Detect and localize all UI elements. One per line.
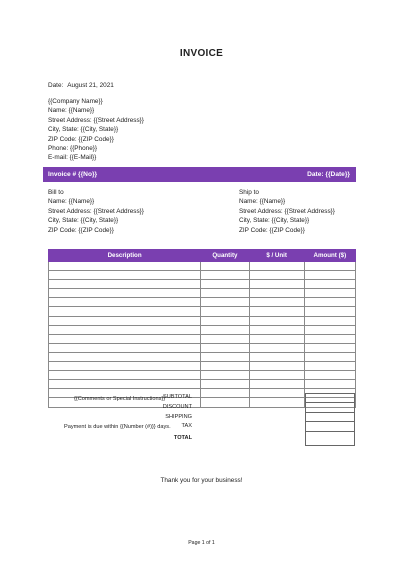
unit-price-cell[interactable] xyxy=(249,289,304,298)
ship-to-block xyxy=(239,188,335,235)
date-label: Date: xyxy=(48,82,64,89)
amount-cell[interactable] xyxy=(304,316,355,325)
amount-cell[interactable] xyxy=(304,280,355,289)
table-row xyxy=(49,352,356,361)
table-row xyxy=(49,334,356,343)
amount-cell[interactable] xyxy=(304,380,355,389)
quantity-cell[interactable] xyxy=(201,398,249,407)
quantity-cell[interactable] xyxy=(201,389,249,398)
amount-cell[interactable] xyxy=(304,352,355,361)
unit-price-cell[interactable] xyxy=(249,371,304,380)
invoice-number: Invoice # {{No}} xyxy=(48,171,98,178)
unit-price-cell[interactable] xyxy=(249,271,304,280)
table-row xyxy=(49,380,356,389)
quantity-cell[interactable] xyxy=(201,280,249,289)
unit-price-cell[interactable] xyxy=(249,316,304,325)
quantity-cell[interactable] xyxy=(201,316,249,325)
subtotal-label: SUBTOTAL xyxy=(162,394,192,400)
page-number: Page 1 of 1 xyxy=(188,540,215,546)
description-cell[interactable] xyxy=(49,380,201,389)
company-line: ZIP Code: {{ZIP Code}} xyxy=(48,135,114,143)
header-quantity: Quantity xyxy=(201,250,249,262)
total-label: TOTAL xyxy=(173,435,192,442)
quantity-cell[interactable] xyxy=(201,307,249,316)
bill-to-block xyxy=(48,188,144,235)
quantity-cell[interactable] xyxy=(201,271,249,280)
description-cell[interactable] xyxy=(49,316,201,325)
header-unit-price: $ / Unit xyxy=(249,250,304,262)
quantity-cell[interactable] xyxy=(201,371,249,380)
description-cell[interactable] xyxy=(49,271,201,280)
quantity-cell[interactable] xyxy=(201,334,249,343)
table-row xyxy=(49,362,356,371)
unit-price-cell[interactable] xyxy=(249,352,304,361)
bill-to-line: Bill to xyxy=(48,189,64,196)
table-row xyxy=(49,298,356,307)
quantity-cell[interactable] xyxy=(201,380,249,389)
company-line: Street Address: {{Street Address}} xyxy=(48,116,144,124)
description-cell[interactable] xyxy=(49,298,201,307)
tax-label: TAX xyxy=(181,423,192,430)
amount-cell[interactable] xyxy=(304,262,355,271)
shipping-label: SHIPPING xyxy=(165,413,192,420)
ship-to-line: City, State: {{City, State}} xyxy=(239,217,310,225)
quantity-cell[interactable] xyxy=(201,352,249,361)
unit-price-cell[interactable] xyxy=(249,343,304,352)
quantity-cell[interactable] xyxy=(201,262,249,271)
description-cell[interactable] xyxy=(49,362,201,371)
quantity-cell[interactable] xyxy=(201,325,249,334)
description-cell[interactable] xyxy=(49,307,201,316)
tax-field[interactable] xyxy=(305,422,355,432)
description-cell[interactable] xyxy=(49,343,201,352)
amount-cell[interactable] xyxy=(304,325,355,334)
amount-cell[interactable] xyxy=(304,371,355,380)
amount-cell[interactable] xyxy=(304,289,355,298)
company-line: Name: {{Name}} xyxy=(48,107,95,115)
bill-to-line: City, State: {{City, State}} xyxy=(48,217,119,225)
invoice-date xyxy=(48,82,118,89)
company-block xyxy=(48,97,144,163)
description-cell[interactable] xyxy=(49,334,201,343)
line-items-table xyxy=(48,249,356,408)
quantity-cell[interactable] xyxy=(201,343,249,352)
amount-cell[interactable] xyxy=(304,334,355,343)
description-cell[interactable] xyxy=(49,371,201,380)
discount-label: DISCOUNT xyxy=(162,403,192,410)
line-items-body xyxy=(49,262,356,408)
unit-price-cell[interactable] xyxy=(249,262,304,271)
unit-price-cell[interactable] xyxy=(249,280,304,289)
thank-you-note: Thank you for your business! xyxy=(160,477,243,484)
amount-cell[interactable] xyxy=(304,271,355,280)
description-cell[interactable] xyxy=(49,325,201,334)
ship-to-line: Name: {{Name}} xyxy=(239,198,286,206)
invoice-bar-date: Date: {{Date}} xyxy=(307,171,350,178)
amount-cell[interactable] xyxy=(304,298,355,307)
description-cell[interactable] xyxy=(49,280,201,289)
table-row xyxy=(49,307,356,316)
unit-price-cell[interactable] xyxy=(249,398,304,407)
company-line: {{Company Name}} xyxy=(48,98,103,105)
company-line: City, State: {{City, State}} xyxy=(48,126,119,134)
header-description: Description xyxy=(49,250,201,262)
description-cell[interactable] xyxy=(49,352,201,361)
table-row xyxy=(49,343,356,352)
table-row xyxy=(49,371,356,380)
bill-to-line: ZIP Code: {{ZIP Code}} xyxy=(48,226,114,234)
unit-price-cell[interactable] xyxy=(249,298,304,307)
ship-to-line: ZIP Code: {{ZIP Code}} xyxy=(239,226,305,234)
subtotal-field[interactable] xyxy=(305,393,355,403)
unit-price-cell[interactable] xyxy=(249,334,304,343)
company-line: Phone: {{Phone}} xyxy=(48,145,98,153)
table-row xyxy=(49,316,356,325)
comments-text: {{Comments or Special Instructions}} xyxy=(74,396,166,402)
shipping-field[interactable] xyxy=(305,413,355,423)
header-amount: Amount ($) xyxy=(304,250,355,262)
amount-cell[interactable] xyxy=(304,343,355,352)
table-header-row xyxy=(49,250,356,262)
payment-terms: Payment is due within {{Number (#)}} days. xyxy=(64,424,171,430)
unit-price-cell[interactable] xyxy=(249,380,304,389)
quantity-cell[interactable] xyxy=(201,289,249,298)
amount-cell[interactable] xyxy=(304,307,355,316)
amount-cell[interactable] xyxy=(304,362,355,371)
ship-to-line: Ship to xyxy=(239,189,259,196)
bill-to-line: Street Address: {{Street Address}} xyxy=(48,207,144,215)
date-value: August 21, 2021 xyxy=(67,82,114,89)
description-cell[interactable] xyxy=(49,262,201,271)
table-row xyxy=(49,262,356,271)
company-line: E-mail: {{E-Mail}} xyxy=(48,154,97,162)
total-field[interactable] xyxy=(305,432,355,446)
discount-field[interactable] xyxy=(305,403,355,413)
unit-price-cell[interactable] xyxy=(249,362,304,371)
unit-price-cell[interactable] xyxy=(249,389,304,398)
bill-to-line: Name: {{Name}} xyxy=(48,198,95,206)
table-row xyxy=(49,271,356,280)
table-row xyxy=(49,280,356,289)
table-row xyxy=(49,325,356,334)
quantity-cell[interactable] xyxy=(201,362,249,371)
quantity-cell[interactable] xyxy=(201,298,249,307)
unit-price-cell[interactable] xyxy=(249,307,304,316)
unit-price-cell[interactable] xyxy=(249,325,304,334)
invoice-title: INVOICE xyxy=(179,48,224,59)
ship-to-line: Street Address: {{Street Address}} xyxy=(239,207,335,215)
table-row xyxy=(49,289,356,298)
invoice-header-bar xyxy=(43,167,356,182)
description-cell[interactable] xyxy=(49,289,201,298)
